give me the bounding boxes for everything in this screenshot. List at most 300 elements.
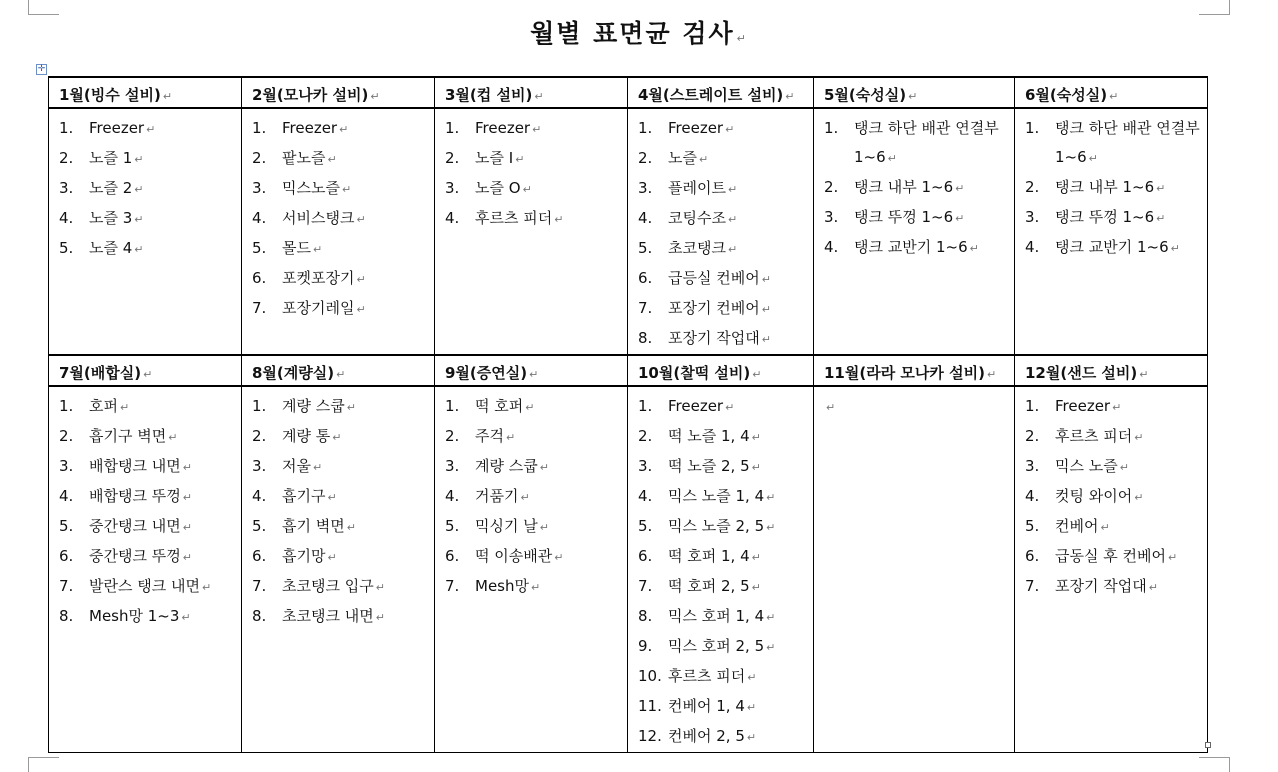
paragraph-mark: ↵ — [746, 731, 757, 744]
document-title-text: 월별 표면균 검사 — [530, 19, 735, 48]
paragraph-mark: ↵ — [525, 401, 535, 414]
month-header[interactable]: 2월(모나카 설비) ↵ — [242, 77, 435, 108]
paragraph-mark: ↵ — [312, 243, 323, 256]
month-cell[interactable] — [435, 386, 628, 753]
list-item-text: 흡기구 벽면 — [89, 427, 167, 445]
list-item — [242, 174, 434, 204]
paragraph-mark: ↵ — [515, 153, 525, 166]
month-header[interactable]: 10월(찰떡 설비) ↵ — [628, 355, 814, 386]
month-cell[interactable] — [814, 108, 1015, 355]
list-item-text: 코팅수조 — [668, 209, 726, 227]
list-item — [814, 114, 1014, 173]
month-header[interactable]: 3월(컵 설비) ↵ — [435, 77, 628, 108]
month-cell[interactable] — [49, 108, 242, 355]
list-item — [435, 542, 627, 572]
list-item-text: 컨베어 — [1055, 517, 1099, 535]
list-item-number: 2. — [252, 427, 267, 445]
month-cell[interactable] — [628, 108, 814, 355]
paragraph-mark: ↵ — [539, 461, 549, 474]
paragraph-mark: ↵ — [736, 32, 748, 45]
list-item-number: 8. — [638, 607, 653, 625]
list-item — [242, 144, 434, 174]
list-item-number: 3. — [59, 457, 74, 475]
list-item — [628, 692, 813, 722]
list-item-text: 계량 통 — [282, 427, 331, 445]
list-item — [1015, 173, 1207, 203]
list-item-number: 4. — [638, 209, 653, 227]
list-item-text: 중간탱크 뚜껑 — [89, 547, 181, 565]
list-item — [242, 114, 434, 144]
list-item — [435, 572, 627, 602]
month-header[interactable]: 4월(스트레이트 설비) ↵ — [628, 77, 814, 108]
list-item-text: 중간탱크 내면 — [89, 517, 181, 535]
list-item — [628, 114, 813, 144]
crop-mark-top-right — [1199, 0, 1230, 15]
list-item — [814, 203, 1014, 233]
list-item — [628, 324, 813, 354]
paragraph-mark: ↵ — [751, 581, 761, 594]
list-item-number: 5. — [445, 517, 460, 535]
list-item-number: 3. — [638, 179, 653, 197]
list-item-text: 포장기레일 — [282, 299, 355, 317]
list-item-number: 9. — [638, 637, 653, 655]
list-item-text: 후르츠 피더 — [475, 209, 553, 227]
month-cell[interactable] — [49, 386, 242, 753]
list-item-number: 6. — [638, 547, 653, 565]
paragraph-mark: ↵ — [332, 431, 342, 444]
paragraph-mark: ↵ — [751, 551, 761, 564]
list-item — [1015, 114, 1207, 173]
list-item — [1015, 203, 1207, 233]
list-item — [628, 602, 813, 632]
list-item-text: 급등실 컨베어 — [668, 269, 760, 287]
list-item — [628, 422, 813, 452]
list-item-text: 노즐 2 — [89, 179, 133, 197]
paragraph-mark: ↵ — [134, 183, 144, 196]
paragraph-mark: ↵ — [182, 461, 192, 474]
month-header[interactable]: 8월(계량실) ↵ — [242, 355, 435, 386]
list-item-number: 3. — [824, 208, 839, 226]
paragraph-mark: ↵ — [134, 153, 144, 166]
list-item-number: 10. — [638, 667, 662, 685]
list-item-number: 1. — [1025, 397, 1040, 415]
list-item-text: 믹싱기 날 — [475, 517, 538, 535]
list-item-number: 3. — [1025, 457, 1040, 475]
header-row-1 — [49, 77, 1208, 108]
list-item-number: 7. — [252, 577, 267, 595]
list-item-number: 7. — [638, 577, 653, 595]
list-item-text: Freezer — [1055, 397, 1111, 415]
list-item-number: 1. — [445, 119, 460, 137]
paragraph-mark: ↵ — [766, 641, 776, 654]
list-item-number: 1. — [252, 119, 267, 137]
list-item-text: 믹스노즐 — [282, 179, 340, 197]
month-cell[interactable] — [814, 386, 1015, 753]
list-item — [242, 542, 434, 572]
list-item-text: 믹스 호퍼 1, 4 — [668, 607, 765, 625]
paragraph-mark: ↵ — [826, 401, 836, 414]
crop-mark-bottom-left — [28, 757, 59, 772]
paragraph-mark: ↵ — [168, 431, 178, 444]
list-item-number: 7. — [638, 299, 653, 317]
list-item-text: 노즐 1 — [89, 149, 133, 167]
list-item-number: 6. — [59, 547, 74, 565]
list-item-text: 떡 호퍼 — [475, 397, 524, 415]
paragraph-mark: ↵ — [1134, 491, 1144, 504]
list-item-text: 후르츠 피더 — [1055, 427, 1133, 445]
list-item-text: 노즐 O — [475, 179, 521, 197]
list-item-number: 6. — [1025, 547, 1040, 565]
month-header[interactable]: 9월(증연실) ↵ — [435, 355, 628, 386]
list-item-text: 계량 스쿱 — [282, 397, 345, 415]
list-item-number: 2. — [445, 149, 460, 167]
list-item — [435, 114, 627, 144]
list-item-number: 11. — [638, 697, 662, 715]
paragraph-mark: ↵ — [761, 303, 771, 316]
paragraph-mark: ↵ — [1156, 182, 1166, 195]
list-item — [628, 482, 813, 512]
list-item — [1015, 572, 1207, 602]
paragraph-mark: ↵ — [969, 242, 979, 255]
list-item-number: 5. — [1025, 517, 1040, 535]
list-item — [628, 294, 813, 324]
list-item-text: 흡기구 — [282, 487, 326, 505]
list-item-text: 탱크 뚜껑 1~6 — [1055, 208, 1155, 226]
list-item — [1015, 422, 1207, 452]
list-item-number: 7. — [445, 577, 460, 595]
list-item — [1015, 392, 1207, 422]
list-item-number: 3. — [638, 457, 653, 475]
month-cell[interactable] — [435, 108, 628, 355]
list-item — [1015, 452, 1207, 482]
list-item-text: 탱크 하단 배관 연결부 1~6 — [854, 119, 999, 166]
list-item — [1015, 512, 1207, 542]
list-item — [242, 264, 434, 294]
list-item-text: 믹스 호퍼 2, 5 — [668, 637, 765, 655]
paragraph-mark: ↵ — [1167, 551, 1178, 564]
empty-paragraph — [814, 392, 1014, 422]
paragraph-mark: ↵ — [766, 491, 776, 504]
paragraph-mark: ↵ — [727, 243, 738, 256]
paragraph-mark: ↵ — [201, 581, 212, 594]
list-item — [628, 174, 813, 204]
list-item-number: 3. — [252, 457, 267, 475]
list-item — [49, 174, 241, 204]
paragraph-mark: ↵ — [1119, 461, 1129, 474]
list-item-text: 노즐 4 — [89, 239, 133, 257]
list-item-number: 6. — [445, 547, 460, 565]
list-item-number: 3. — [252, 179, 267, 197]
list-item — [435, 204, 627, 234]
paragraph-mark: ↵ — [522, 183, 532, 196]
list-item-number: 2. — [1025, 178, 1040, 196]
list-item — [435, 392, 627, 422]
list-item-number: 4. — [59, 487, 74, 505]
list-item-number: 4. — [1025, 238, 1040, 256]
list-item-number: 2. — [638, 427, 653, 445]
paragraph-mark: ↵ — [375, 611, 385, 624]
paragraph-mark: ↵ — [134, 213, 144, 226]
list-item-text: 포장기 작업대 — [1055, 577, 1147, 595]
list-item-text: 흡기 벽면 — [282, 517, 345, 535]
list-item-number: 1. — [59, 397, 74, 415]
list-item — [628, 234, 813, 264]
paragraph-mark: ↵ — [761, 273, 771, 286]
list-item — [628, 452, 813, 482]
list-item-number: 2. — [638, 149, 653, 167]
list-item — [49, 144, 241, 174]
paragraph-mark: ↵ — [955, 212, 965, 225]
paragraph-mark: ↵ — [520, 491, 530, 504]
list-item-number: 7. — [1025, 577, 1040, 595]
monthly-inspection-table — [48, 76, 1208, 753]
list-item — [1015, 542, 1207, 572]
paragraph-mark: ↵ — [725, 123, 735, 136]
list-item-number: 2. — [445, 427, 460, 445]
list-item-text: 급동실 후 컨베어 — [1055, 547, 1166, 565]
paragraph-mark: ↵ — [327, 153, 337, 166]
list-item-number: 1. — [252, 397, 267, 415]
list-item-number: 1. — [824, 119, 839, 137]
paragraph-mark: ↵ — [119, 401, 130, 414]
paragraph-mark: ↵ — [766, 521, 776, 534]
paragraph-mark: ↵ — [1148, 581, 1158, 594]
list-item-text: 떡 호퍼 1, 4 — [668, 547, 750, 565]
list-item — [242, 512, 434, 542]
list-item-text: 탱크 교반기 1~6 — [854, 238, 968, 256]
list-item-text: Freezer — [668, 397, 724, 415]
list-item — [628, 512, 813, 542]
list-item — [242, 482, 434, 512]
paragraph-mark: ↵ — [727, 183, 738, 196]
list-item-text: 노즐 I — [475, 149, 514, 167]
paragraph-mark: ↵ — [346, 401, 356, 414]
paragraph-mark: ↵ — [554, 551, 564, 564]
list-item — [242, 234, 434, 264]
list-item — [628, 204, 813, 234]
move-cross-icon: ✛ — [37, 64, 46, 74]
list-item-number: 2. — [1025, 427, 1040, 445]
list-item-text: 발란스 탱크 내면 — [89, 577, 200, 595]
list-item-text: 컷팅 와이어 — [1055, 487, 1133, 505]
list-item — [49, 512, 241, 542]
list-item-number: 4. — [252, 209, 267, 227]
list-item-number: 6. — [252, 547, 267, 565]
paragraph-mark: ↵ — [356, 303, 366, 316]
paragraph-mark: ↵ — [356, 213, 366, 226]
list-item-number: 1. — [445, 397, 460, 415]
list-item-number: 7. — [59, 577, 74, 595]
list-item — [628, 662, 813, 692]
paragraph-mark: ↵ — [887, 152, 897, 165]
list-item — [242, 294, 434, 324]
list-item-text: 믹스 노즐 2, 5 — [668, 517, 765, 535]
list-item-text: Freezer — [282, 119, 338, 137]
month-header[interactable]: 12월(샌드 설비) ↵ — [1015, 355, 1208, 386]
list-item-text: 호퍼 — [89, 397, 118, 415]
list-item-text: 떡 노즐 2, 5 — [668, 457, 750, 475]
month-cell[interactable] — [242, 386, 435, 753]
list-item — [49, 542, 241, 572]
list-item-number: 3. — [445, 457, 460, 475]
list-item — [435, 144, 627, 174]
list-item-text: Mesh망 1~3 — [89, 607, 180, 625]
list-item — [1015, 482, 1207, 512]
list-item-text: 탱크 내부 1~6 — [1055, 178, 1155, 196]
month-cell[interactable] — [242, 108, 435, 355]
list-item-number: 2. — [59, 427, 74, 445]
list-item — [49, 572, 241, 602]
paragraph-mark: ↵ — [532, 123, 542, 136]
body-row-2 — [49, 386, 1208, 753]
list-item-text: 믹스 노즐 — [1055, 457, 1118, 475]
list-item-text: 탱크 내부 1~6 — [854, 178, 954, 196]
list-item-text: 주걱 — [475, 427, 504, 445]
month-header[interactable]: 7월(배합실) ↵ — [49, 355, 242, 386]
paragraph-mark: ↵ — [955, 182, 965, 195]
paragraph-mark: ↵ — [182, 521, 192, 534]
table-resize-handle[interactable] — [1205, 742, 1211, 748]
list-item-text: 포장기 작업대 — [668, 329, 760, 347]
month-cell[interactable] — [1015, 108, 1208, 355]
list-item — [435, 422, 627, 452]
list-item-text: 믹스 노즐 1, 4 — [668, 487, 765, 505]
list-item — [49, 452, 241, 482]
paragraph-mark: ↵ — [554, 213, 564, 226]
list-item-text: 초코탱크 입구 — [282, 577, 374, 595]
list-item-number: 6. — [252, 269, 267, 287]
list-item-number: 4. — [638, 487, 653, 505]
list-item-text: 포켓포장기 — [282, 269, 355, 287]
list-item-number: 3. — [1025, 208, 1040, 226]
paragraph-mark: ↵ — [375, 581, 385, 594]
list-item — [242, 392, 434, 422]
paragraph-mark: ↵ — [356, 273, 366, 286]
list-item-text: 포장기 컨베어 — [668, 299, 760, 317]
list-item-number: 4. — [252, 487, 267, 505]
list-item-text: 배합탱크 내면 — [89, 457, 181, 475]
month-cell[interactable] — [628, 386, 814, 753]
crop-mark-bottom-right — [1199, 757, 1230, 772]
month-header[interactable]: 6월(숙성실) ↵ — [1015, 77, 1208, 108]
paragraph-mark: ↵ — [761, 333, 771, 346]
list-item-text: 초코탱크 내면 — [282, 607, 374, 625]
paragraph-mark: ↵ — [751, 461, 761, 474]
list-item-text: 거품기 — [475, 487, 519, 505]
list-item — [435, 482, 627, 512]
list-item-number: 4. — [445, 209, 460, 227]
body-row-1 — [49, 108, 1208, 355]
paragraph-mark: ↵ — [182, 551, 192, 564]
list-item-text: 노즐 — [668, 149, 697, 167]
list-item-text: 초코탱크 — [668, 239, 726, 257]
list-item-text: 떡 호퍼 2, 5 — [668, 577, 750, 595]
paragraph-mark: ↵ — [766, 611, 776, 624]
list-item — [628, 542, 813, 572]
paragraph-mark: ↵ — [1112, 401, 1122, 414]
list-item-number: 8. — [59, 607, 74, 625]
list-item-number: 4. — [59, 209, 74, 227]
paragraph-mark: ↵ — [327, 551, 337, 564]
list-item-number: 1. — [638, 119, 653, 137]
list-item-number: 1. — [1025, 119, 1040, 137]
list-item-number: 4. — [824, 238, 839, 256]
list-item-number: 3. — [445, 179, 460, 197]
list-item — [49, 204, 241, 234]
paragraph-mark: ↵ — [751, 431, 761, 444]
list-item-text: Freezer — [89, 119, 145, 137]
header-row-2 — [49, 355, 1208, 386]
list-item-number: 2. — [59, 149, 74, 167]
list-item-text: 노즐 3 — [89, 209, 133, 227]
list-item-number: 2. — [252, 149, 267, 167]
list-item — [628, 572, 813, 602]
paragraph-mark: ↵ — [181, 611, 191, 624]
list-item-text: 탱크 뚜껑 1~6 — [854, 208, 954, 226]
list-item-text: Freezer — [475, 119, 531, 137]
list-item — [49, 392, 241, 422]
list-item-number: 6. — [638, 269, 653, 287]
list-item — [49, 422, 241, 452]
list-item-number: 5. — [59, 517, 74, 535]
paragraph-mark: ↵ — [747, 671, 757, 684]
month-header[interactable]: 1월(빙수 설비) ↵ — [49, 77, 242, 108]
list-item-text: 몰드 — [282, 239, 311, 257]
paragraph-mark: ↵ — [182, 491, 192, 504]
paragraph-mark: ↵ — [1088, 152, 1098, 165]
paragraph-mark: ↵ — [746, 701, 757, 714]
list-item — [242, 452, 434, 482]
list-item-number: 4. — [445, 487, 460, 505]
list-item — [435, 174, 627, 204]
list-item-number: 5. — [59, 239, 74, 257]
paragraph-mark: ↵ — [312, 461, 323, 474]
list-item — [242, 422, 434, 452]
paragraph-mark: ↵ — [1100, 521, 1110, 534]
paragraph-mark: ↵ — [134, 243, 144, 256]
paragraph-mark: ↵ — [1170, 242, 1180, 255]
list-item — [814, 173, 1014, 203]
list-item-number: 3. — [59, 179, 74, 197]
list-item-text: 배합탱크 뚜껑 — [89, 487, 181, 505]
month-header[interactable]: 5월(숙성실) ↵ — [814, 77, 1015, 108]
month-header[interactable]: 11월(라라 모나카 설비) ↵ — [814, 355, 1015, 386]
paragraph-mark: ↵ — [1134, 431, 1144, 444]
list-item — [814, 233, 1014, 263]
list-item-number: 8. — [252, 607, 267, 625]
list-item-text: 흡기망 — [282, 547, 326, 565]
list-item-text: 후르츠 피더 — [668, 667, 746, 685]
list-item — [435, 452, 627, 482]
list-item — [435, 512, 627, 542]
list-item — [628, 264, 813, 294]
list-item — [628, 392, 813, 422]
list-item-text: 탱크 교반기 1~6 — [1055, 238, 1169, 256]
list-item-number: 7. — [252, 299, 267, 317]
list-item — [628, 144, 813, 174]
document-title — [0, 14, 1278, 50]
list-item-number: 5. — [252, 517, 267, 535]
paragraph-mark: ↵ — [539, 521, 549, 534]
list-item-number: 2. — [824, 178, 839, 196]
table-move-handle[interactable] — [36, 64, 47, 75]
paragraph-mark: ↵ — [698, 153, 709, 166]
paragraph-mark: ↵ — [725, 401, 735, 414]
list-item — [49, 602, 241, 632]
month-cell[interactable] — [1015, 386, 1208, 753]
crop-mark-top-left — [28, 0, 59, 15]
paragraph-mark: ↵ — [146, 123, 156, 136]
